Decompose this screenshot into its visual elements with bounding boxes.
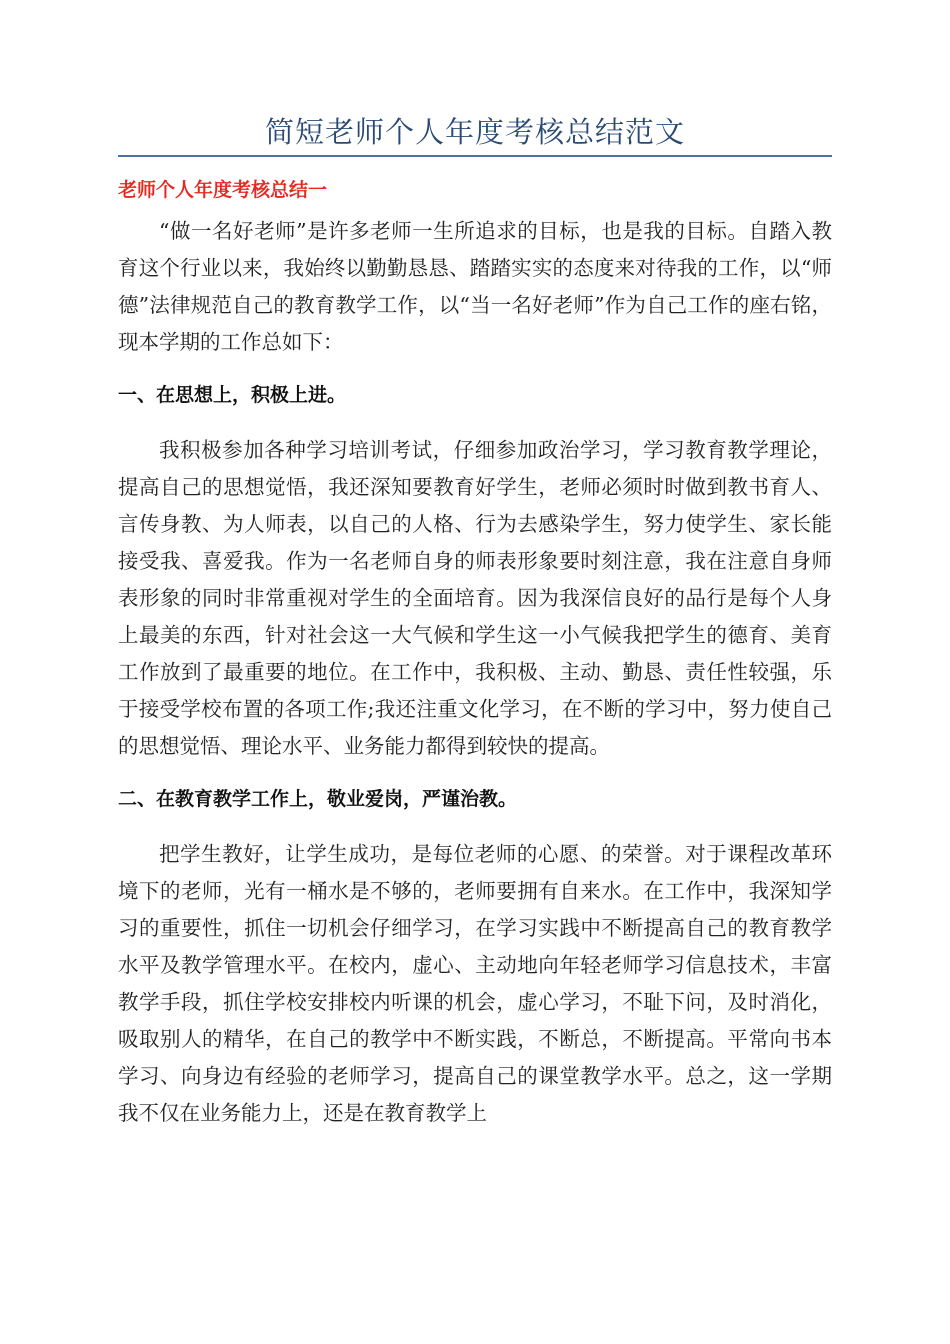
document-title: 简短老师个人年度考核总结范文 <box>264 115 685 149</box>
section-body-2: 把学生教好，让学生成功，是每位老师的心愿、的荣誉。对于课程改革环境下的老师，光有一桶水是不够的，老师要拥有自来水。在工作中，我深知学习的重要性，抓住一切机会仔细学习，在学习实践中不断提高自己的教育教学水平及教学管理水平。在校内，虚心、主动地向年轻老师学习信息技术，丰富教学手段，抓住学校安排校内听课的机会，虚心学习，不耻下问，及时消化，吸取别人的精华，在自己的教学中不断实践，不断总，不断提高。平常向书本学习、向身边有经验的老师学习，提高自己的课堂教学水平。总之，这一学期我不仅在业务能力上，还是在教育教学上 <box>118 842 832 1125</box>
document-subtitle: 老师个人年度考核总结一 <box>118 179 328 201</box>
intro-paragraph: “做一名好老师”是许多老师一生所追求的目标，也是我的目标。自踏入教育这个行业以来，我始终以勤勤恳恳、踏踏实实的态度来对待我的工作，以“师德”法律规范自己的教育教学工作，以“当一名好老师”作为自己工作的座右铭，现本学期的工作总如下： <box>118 219 832 354</box>
section-heading-1: 一、在思想上，积极上进。 <box>118 384 347 406</box>
section-body-1: 我积极参加各种学习培训考试，仔细参加政治学习，学习教育教学理论，提高自己的思想觉悟，我还深知要教育好学生，老师必须时时做到教书育人、言传身教、为人师表，以自己的人格、行为去感染学生，努力使学生、家长能接受我、喜爱我。作为一名老师自身的师表形象要时刻注意，我在注意自身师表形象的同时非常重视对学生的全面培育。因为我深信良好的品行是每个人身上最美的东西，针对社会这一大气候和学生这一小气候我把学生的德育、美育工作放到了最重要的地位。在工作中，我积极、主动、勤恳、责任性较强，乐于接受学校布置的各项工作;我还注重文化学习，在不断的学习中，努力使自己的思想觉悟、理论水平、业务能力都得到较快的提高。 <box>118 438 832 758</box>
title-underline <box>118 155 832 157</box>
section-heading-2: 二、在教育教学工作上，敬业爱岗，严谨治教。 <box>118 788 518 810</box>
